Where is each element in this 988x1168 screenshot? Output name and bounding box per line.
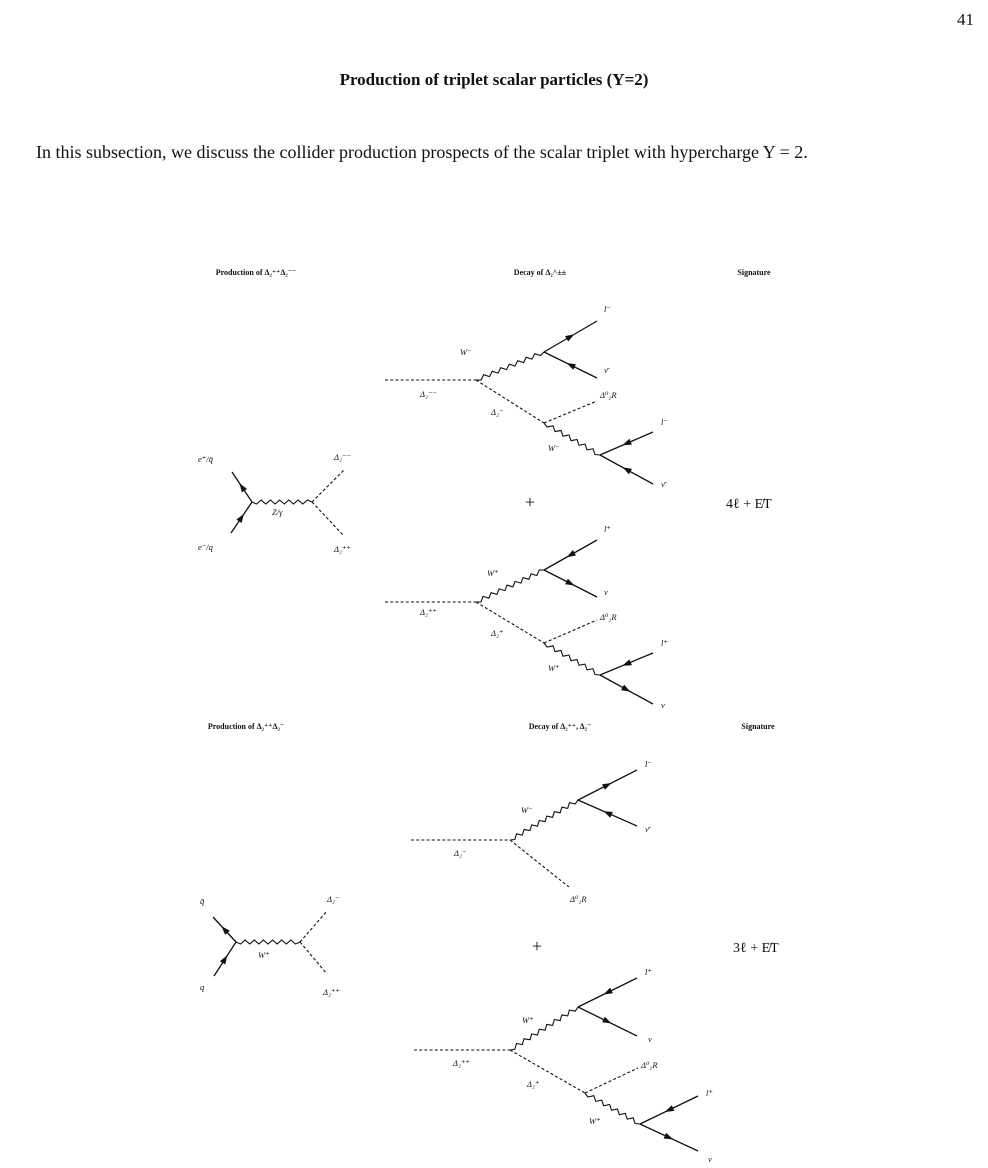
p1-dt-l1: l⁻ xyxy=(604,304,611,314)
p2-header-decay: Decay of Δ₂⁺⁺, Δ₂⁻ xyxy=(528,722,592,731)
p2-dt-n1-line-arrow xyxy=(603,811,613,818)
p2-dt-neutral-line xyxy=(510,840,569,887)
p1-db-n1-line-arrow xyxy=(565,579,574,586)
p2-db-neutral-line xyxy=(585,1068,638,1093)
p1-dt-l2: l⁻ xyxy=(661,417,668,427)
p2-dt-w1: W⁻ xyxy=(521,805,533,815)
p2-prod-out-bottom: Δ₂⁺⁺ xyxy=(323,987,340,997)
p1-db-n2: ν xyxy=(661,700,665,710)
p1-db-w1: W⁺ xyxy=(487,568,499,578)
p1-dt-neutral-line xyxy=(544,401,597,423)
intro-text: In this subsection, we discuss the collider production prospects of the scalar triplet with hypercharge Y = 2. xyxy=(36,142,808,162)
p1-db-n1: ν xyxy=(604,587,608,597)
diagram-lines xyxy=(213,321,698,1151)
p1-signature: 4ℓ + E̸T xyxy=(726,497,772,512)
p1-db-neutral-line xyxy=(544,620,597,643)
p1-prod-out-bottom-line xyxy=(312,502,344,536)
p2-signature: 3ℓ + E̸T xyxy=(733,941,779,956)
p2-prod-in-bottom: q xyxy=(200,982,205,992)
section-title: Production of triplet scalar particles (Y=2) xyxy=(339,70,649,89)
p1-dt-parent: Δ₂⁻⁻ xyxy=(420,389,437,399)
p1-dt-n1-line-arrow xyxy=(567,363,576,370)
p2-db-w1: W⁺ xyxy=(522,1015,534,1025)
p1-prod-in-bottom: e⁻/q xyxy=(198,542,213,552)
p2-db-neutral: Δ⁰₂R xyxy=(641,1060,658,1070)
p2-db-n1-line-arrow xyxy=(602,1017,611,1024)
p2-db-n2: ν xyxy=(708,1154,712,1164)
p1-dt-w1: W⁻ xyxy=(460,347,472,357)
p2-prod-line-in-bottom-arrow xyxy=(220,955,228,964)
p2-prod-in-top: q̄ xyxy=(200,896,205,906)
p1-prod-out-top-line xyxy=(312,470,344,502)
p1-db-l1-line-arrow xyxy=(567,550,576,557)
p2-prod-out-bottom-line xyxy=(300,942,327,974)
p2-db-n1: ν xyxy=(648,1034,652,1044)
p1-dt-l1-line-arrow xyxy=(565,334,574,341)
diagram-arrows xyxy=(220,334,675,1139)
p2-db-w1-line xyxy=(510,1007,578,1050)
p1-db-l1: l⁺ xyxy=(604,524,611,534)
p2-db-l2-line-arrow xyxy=(665,1105,675,1112)
p1-db-n2-line-arrow xyxy=(621,685,630,692)
p1-db-neutral: Δ⁰₂R xyxy=(600,612,617,622)
p2-dt-l1: l⁻ xyxy=(645,759,652,769)
p2-db-w2: W⁺ xyxy=(589,1116,601,1126)
p2-prod-propagator-line xyxy=(236,940,300,944)
p2-db-l1-line-arrow xyxy=(604,988,613,995)
p1-dt-n2: ν̄ xyxy=(661,479,665,489)
p1-plus: + xyxy=(524,492,536,512)
p1-prod-line-in-bottom-arrow xyxy=(236,514,244,523)
p1-db-mid-line xyxy=(476,602,544,643)
p2-plus: + xyxy=(531,936,543,956)
p1-dt-w2: W⁻ xyxy=(548,443,560,453)
p2-prod-out-top-line xyxy=(300,911,327,942)
p2-dt-neutral: Δ⁰₂R xyxy=(570,894,587,904)
p1-db-w2: W⁺ xyxy=(548,663,560,673)
p2-db-l1: l⁺ xyxy=(645,967,652,977)
p1-header-decay: Decay of Δ₂^±± xyxy=(513,268,567,277)
p2-dt-parent: Δ₂⁻ xyxy=(454,848,467,858)
p1-prod-propagator: Z/γ xyxy=(272,507,283,517)
p2-db-l2: l⁺ xyxy=(706,1088,713,1098)
p1-prod-out-top: Δ₂⁻⁻ xyxy=(334,452,351,462)
p2-dt-l1-line-arrow xyxy=(602,783,611,790)
p1-prod-line-in-top-arrow xyxy=(240,483,248,492)
p2-db-parent: Δ₂⁺⁺ xyxy=(453,1058,470,1068)
p1-dt-mid-line xyxy=(476,380,544,423)
p1-db-mid: Δ₂⁺ xyxy=(491,628,504,638)
p2-dt-n1: ν̄ xyxy=(645,824,649,834)
p2-prod-out-top: Δ₂⁻ xyxy=(327,894,340,904)
p1-db-parent: Δ₂⁺⁺ xyxy=(420,607,437,617)
p2-header-signature: Signature xyxy=(741,722,775,731)
p1-prod-in-top: e⁺/q̄ xyxy=(198,454,213,464)
p1-header-production: Production of Δ₂⁺⁺Δ₂⁻⁻ xyxy=(215,268,297,277)
p1-dt-n2-line-arrow xyxy=(623,467,632,474)
p1-dt-l2-line-arrow xyxy=(622,439,632,446)
p1-header-signature: Signature xyxy=(737,268,771,277)
p1-db-l2: l⁺ xyxy=(661,638,668,648)
p1-dt-mid: Δ₂⁻ xyxy=(491,407,504,417)
page-number: 41 xyxy=(957,10,974,29)
p2-header-production: Production of Δ₂⁺⁺Δ₂⁻ xyxy=(207,722,285,731)
p2-db-mid-line xyxy=(510,1050,585,1093)
p1-prod-propagator-line xyxy=(252,500,312,504)
p2-prod-propagator: W⁺ xyxy=(258,950,270,960)
p1-dt-n1: ν̄ xyxy=(604,365,608,375)
p1-prod-out-bottom: Δ₂⁺⁺ xyxy=(334,544,351,554)
p1-dt-neutral: Δ⁰₂R xyxy=(600,390,617,400)
p1-dt-w1-line xyxy=(476,352,544,380)
p1-db-l2-line-arrow xyxy=(622,659,632,665)
p2-db-n2-line-arrow xyxy=(664,1133,674,1140)
p2-db-mid: Δ₂⁺ xyxy=(527,1079,540,1089)
